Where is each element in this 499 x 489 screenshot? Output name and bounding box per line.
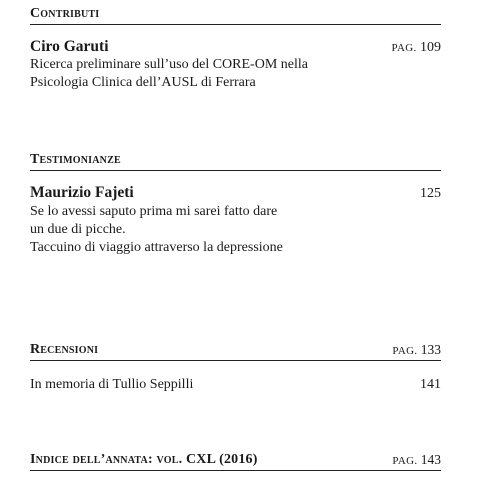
page-number — [392, 342, 441, 358]
section-title: Recensioni — [30, 342, 99, 357]
page-number — [392, 40, 441, 56]
entry-title: In memoria di Tullio Seppilli — [30, 377, 194, 392]
page-number — [392, 452, 441, 468]
article-title-line: Taccuino di viaggio attraverso la depressione — [30, 240, 283, 255]
page-prefix: PAG. — [391, 42, 417, 54]
page-number: 141 — [420, 377, 441, 392]
article-title-line: Psicologia Clinica dell’AUSL di Ferrara — [30, 75, 256, 90]
page-prefix: PAG. — [392, 455, 418, 467]
page-value: 109 — [420, 40, 441, 55]
article-title-line: Se lo avessi saputo prima mi sarei fatto dare — [30, 204, 278, 219]
article-title-line: Ricerca preliminare sull’uso del CORE-OM nella — [30, 57, 308, 72]
section-header-contributi — [30, 2, 441, 25]
author-name: Maurizio Fajeti — [30, 184, 134, 201]
author-name: Ciro Garuti — [30, 38, 109, 55]
page-prefix: PAG. — [392, 345, 418, 357]
article-title-line: un due di picche. — [30, 222, 126, 237]
section-header-testimonianze — [30, 148, 441, 171]
section-title: Contributi — [30, 6, 100, 21]
page-number: 125 — [420, 186, 441, 201]
page-value: 133 — [420, 342, 441, 357]
page-value: 143 — [420, 452, 441, 467]
section-header-recensioni — [30, 338, 441, 361]
section-header-indice — [30, 448, 441, 471]
section-title: Indice dell’annata: vol. CXL (2016) — [30, 452, 258, 467]
section-title: Testimonianze — [30, 152, 121, 167]
